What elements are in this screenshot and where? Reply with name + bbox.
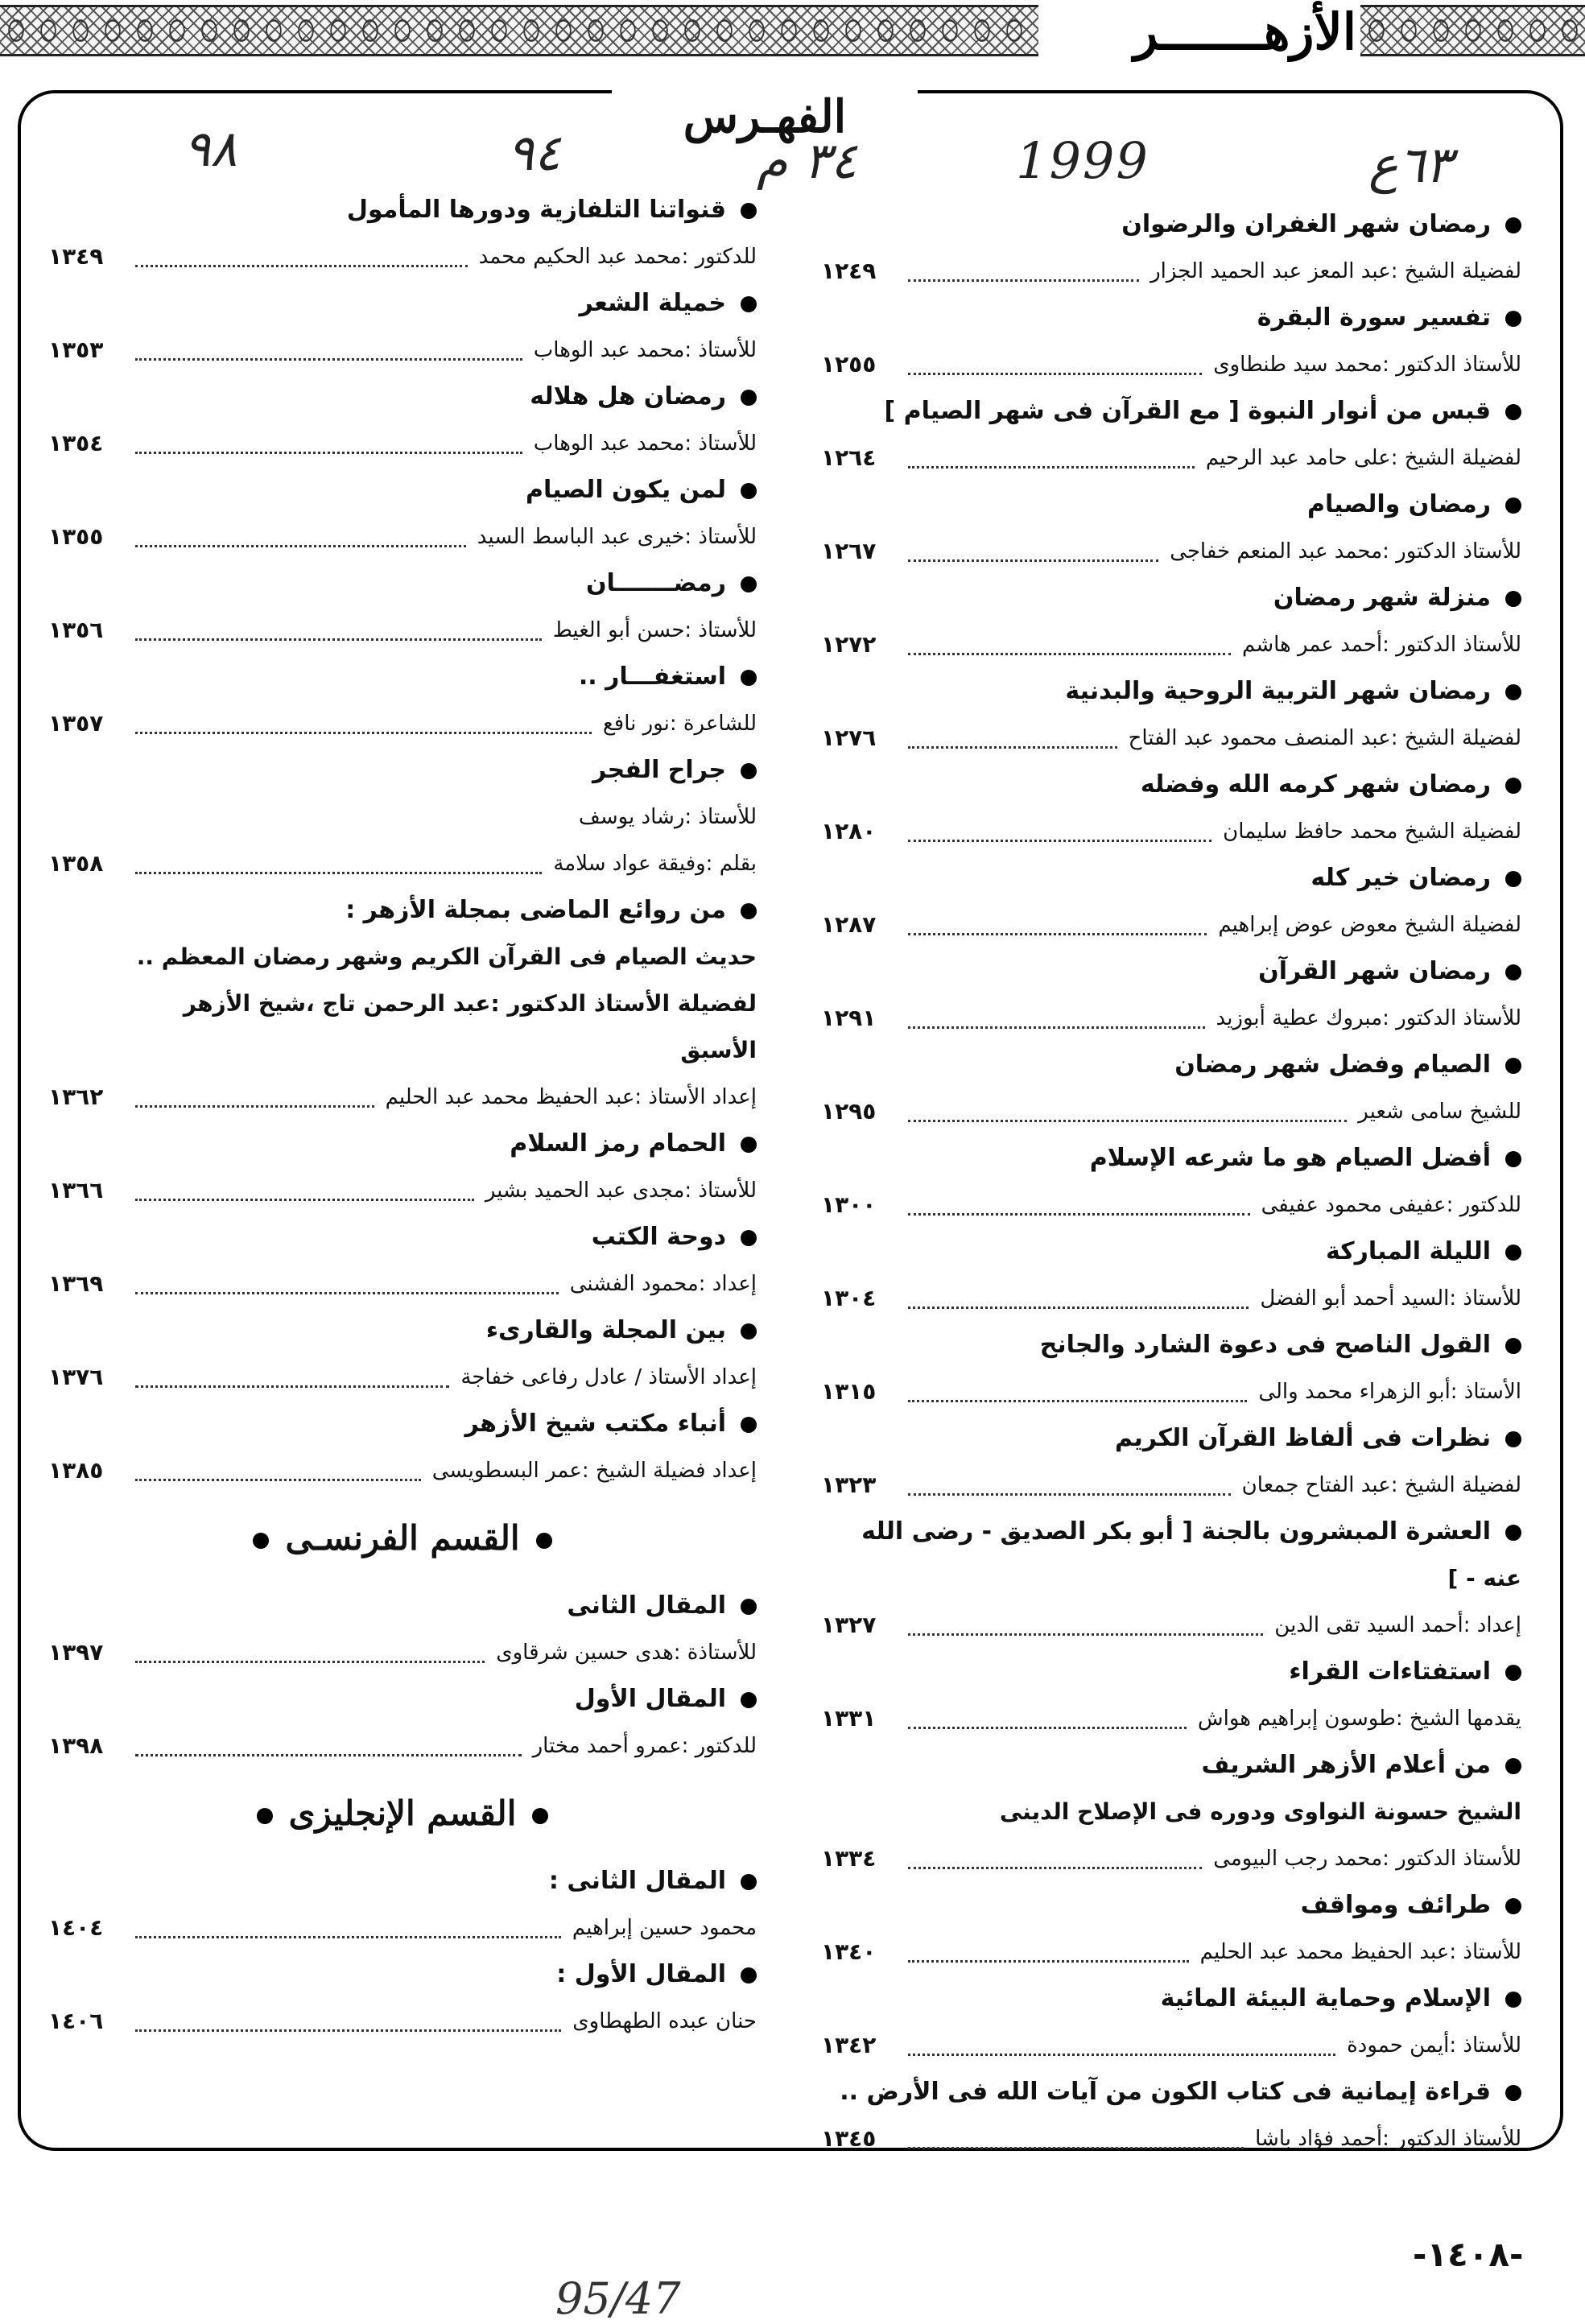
- toc-title: منزلة شهر رمضان: [1273, 575, 1521, 621]
- toc-author: للأستاذ :خيرى عبد الباسط السيد: [477, 525, 757, 549]
- dot-leader: [908, 715, 1117, 762]
- toc-title: الصيام وفضل شهر رمضان: [1174, 1042, 1521, 1088]
- dot-leader: [135, 1354, 449, 1401]
- dot-leader: [908, 1602, 1263, 1649]
- page-title: الفهـرس: [612, 89, 918, 145]
- toc-title: الحمام رمز السلام: [510, 1121, 757, 1167]
- toc-author: للأستاذ :السيد أحمد أبو الفضل: [1260, 1286, 1521, 1311]
- toc-title: العشرة المبشرون بالجنة [ أبو بكر الصديق - رضى الله: [861, 1509, 1521, 1555]
- dot-leader: [908, 1835, 1202, 1882]
- toc-page: ١٣٣٤: [821, 1845, 877, 1872]
- toc-page: ١٣٥٤: [48, 430, 104, 456]
- toc-page: ١٣٢٧: [821, 1612, 877, 1638]
- dot-leader: [135, 1261, 559, 1307]
- toc-author: إعداد الأستاذ :عبد الحفيظ محمد عبد الحليم: [385, 1085, 757, 1109]
- toc-author: إعداد :أحمد السيد تقى الدين: [1274, 1613, 1521, 1637]
- toc-page: ١٣٥٣: [48, 336, 104, 363]
- dot-leader: [135, 420, 522, 467]
- ornamental-border-right: [1360, 5, 1585, 56]
- toc-page: ١٣٧٦: [48, 1364, 104, 1390]
- toc-title: خميلة الشعر: [579, 280, 757, 327]
- toc-title-continued: حديث الصيام فى القرآن الكريم وشهر رمضان المعظم ..: [136, 943, 757, 970]
- toc-title: رمضان شهر الغفران والرضوان: [1121, 201, 1521, 248]
- dot-leader: [908, 1275, 1249, 1322]
- toc-page: ١٣٩٨: [48, 1732, 104, 1759]
- dot-leader: [135, 840, 542, 887]
- toc-author: محمود حسين إبراهيم: [572, 1916, 757, 1940]
- dot-leader: [908, 248, 1139, 295]
- dot-leader: [135, 1074, 374, 1121]
- toc-author: للأستاذ :أيمن حمودة: [1347, 2033, 1521, 2058]
- toc-author: للأستاذة :هدى حسين شرقاوى: [496, 1641, 757, 1665]
- section-heading-english: القسم الإنجليزى: [48, 1769, 757, 1858]
- toc-column-left: [48, 187, 757, 2045]
- dot-leader: [135, 1447, 421, 1494]
- toc-page: ١٣٢٣: [821, 1472, 877, 1498]
- toc-author: الأستاذ :أبو الزهراء محمد والى: [1258, 1380, 1521, 1404]
- toc-author: للأستاذ الدكتور :أحمد فؤاد باشا: [1255, 2127, 1521, 2151]
- toc-title: رمضان خير كله: [1311, 855, 1521, 902]
- toc-author: للأستاذ :رشاد يوسف: [578, 805, 757, 829]
- toc-author: للأستاذ الدكتور :محمد عبد المنعم خفاجى: [1170, 539, 1521, 563]
- toc-author: لفضيلة الشيخ :عبد المعز عبد الحميد الجزار: [1150, 259, 1521, 283]
- toc-title: قنواتنا التلفازية ودورها المأمول: [347, 187, 757, 233]
- toc-page: ١٣٣١: [821, 1705, 877, 1732]
- toc-author: للأستاذ :مجدى عبد الحميد بشير: [485, 1179, 757, 1203]
- toc-title: استفتاءات القراء: [1289, 1649, 1521, 1695]
- dot-leader: [135, 233, 468, 280]
- section-heading-french: القسم الفرنسـى: [48, 1494, 757, 1583]
- toc-title: الإسلام وحماية البيئة المائية: [1161, 1975, 1521, 2022]
- toc-page: ١٢٨٠: [821, 818, 877, 844]
- handwritten-note: ٩٤: [507, 123, 561, 182]
- dot-leader: [908, 808, 1211, 855]
- toc-page: ١٢٩٥: [821, 1098, 877, 1125]
- dot-leader: [908, 528, 1158, 575]
- dot-leader: [908, 2116, 1244, 2162]
- toc-column-right: [821, 201, 1521, 2162]
- toc-title: دوحة الكتب: [592, 1214, 757, 1261]
- toc-title-continued: الأسبق: [680, 1037, 757, 1063]
- toc-page: ١٣٦٩: [48, 1270, 104, 1297]
- dot-leader: [135, 607, 542, 654]
- toc-title: بين المجلة والقارىء: [486, 1307, 757, 1354]
- toc-author: إعداد فضيلة الشيخ :عمر البسطويسى: [431, 1459, 757, 1483]
- ornamental-border-left: [0, 5, 1038, 56]
- toc-page: ١٣٤٥: [821, 2125, 877, 2152]
- toc-title-continued: الشيخ حسونة النواوى ودوره فى الإصلاح الدينى: [999, 1798, 1521, 1825]
- handwritten-note: ٦٣ع: [1368, 135, 1452, 194]
- dot-leader: [135, 1167, 474, 1214]
- toc-author: للأستاذ الدكتور :محمد رجب البيومى: [1213, 1847, 1521, 1871]
- toc-title: المقال الأول :: [556, 1951, 757, 1998]
- toc-author: لفضيلة الشيخ :عبد المنصف محمود عبد الفتاح: [1128, 726, 1521, 750]
- dot-leader: [135, 327, 522, 374]
- toc-author: للأستاذ الدكتور :أحمد عمر هاشم: [1242, 633, 1521, 657]
- toc-page: ١٢٧٢: [821, 631, 877, 658]
- toc-author: للأستاذ :محمد عبد الوهاب: [533, 431, 757, 456]
- toc-page: ١٣٥٥: [48, 523, 104, 550]
- toc-title-continued: عنه - ]: [1447, 1565, 1521, 1591]
- toc-author: لفضيلة الشيخ معوض عوض إبراهيم: [1218, 913, 1521, 937]
- toc-title: أفضل الصيام هو ما شرعه الإسلام: [1090, 1135, 1521, 1182]
- toc-title: استغفـــار ..: [579, 654, 757, 700]
- dot-leader: [135, 700, 592, 747]
- toc-title: المقال الثانى: [567, 1583, 757, 1629]
- toc-title: رمضان شهر القرآن: [1258, 948, 1521, 995]
- toc-title: تفسير سورة البقرة: [1257, 295, 1521, 341]
- toc-author: لفضيلة الشيخ :عبد الفتاح جمعان: [1241, 1473, 1521, 1497]
- toc-author: حنان عبده الطهطاوى: [572, 2009, 757, 2033]
- dot-leader: [135, 514, 466, 560]
- toc-title: أنباء مكتب شيخ الأزهر: [465, 1401, 757, 1447]
- toc-title: الليلة المباركة: [1326, 1228, 1521, 1275]
- handwritten-note: 1999: [1016, 131, 1150, 190]
- dot-leader: [908, 1695, 1187, 1742]
- toc-title: رمضان والصيام: [1307, 481, 1521, 528]
- handwritten-note-bottom: 95/47: [555, 2273, 681, 2324]
- toc-page: ١٣٦٦: [48, 1177, 104, 1203]
- toc-author: إعداد الأستاذ / عادل رفاعى خفاجة: [460, 1365, 757, 1389]
- toc-page: ١٢٩١: [821, 1005, 877, 1031]
- toc-title: طرائف ومواقف: [1301, 1882, 1521, 1929]
- toc-author: للدكتور :محمد عبد الحكيم محمد: [478, 245, 757, 269]
- toc-page: ١٣٨٥: [48, 1457, 104, 1484]
- dot-leader: [908, 1929, 1189, 1975]
- toc-page: ١٣١٥: [821, 1378, 877, 1405]
- page-number: -١٤٠٨-: [1413, 2235, 1524, 2274]
- toc-page: ١٢٤٩: [821, 258, 877, 284]
- handwritten-note: ٩٨: [184, 119, 237, 178]
- toc-page: ١٣٠٠: [821, 1191, 877, 1218]
- toc-author: يقدمها الشيخ :طوسون إبراهيم هواش: [1197, 1707, 1521, 1731]
- toc-title: المقال الأول: [575, 1676, 757, 1723]
- toc-page: ١٤٠٦: [48, 2008, 104, 2034]
- dot-leader: [908, 1462, 1231, 1509]
- toc-author: للأستاذ الدكتور :محمد سيد طنطاوى: [1213, 353, 1521, 377]
- toc-title: رمضان شهر التربية الروحية والبدنية: [1065, 668, 1521, 715]
- dot-leader: [908, 1088, 1347, 1135]
- dot-leader: [908, 995, 1205, 1042]
- toc-author: للدكتور :عفيفى محمود عفيفى: [1261, 1193, 1521, 1217]
- toc-author: لفضيلة الشيخ :على حامد عبد الرحيم: [1205, 446, 1521, 470]
- toc-author: للأستاذ :عبد الحفيظ محمد عبد الحليم: [1199, 1940, 1521, 1964]
- dot-leader: [908, 435, 1195, 481]
- toc-page: ١٣٦٢: [48, 1084, 104, 1110]
- toc-page: ١٢٧٦: [821, 724, 877, 751]
- toc-title: جراح الفجر: [592, 747, 757, 794]
- dot-leader: [908, 341, 1202, 388]
- toc-author: للأستاذ :حسن أبو الغيط: [552, 618, 757, 642]
- toc-title: من روائع الماضى بمجلة الأزهر :: [345, 887, 757, 934]
- toc-title: رمضان شهر كرمه الله وفضله: [1141, 762, 1521, 808]
- toc-title: رمضان هل هلاله: [530, 374, 757, 420]
- toc-author: للأستاذ :محمد عبد الوهاب: [533, 338, 757, 362]
- toc-page: ١٣٤٩: [48, 243, 104, 270]
- dot-leader: [908, 1182, 1250, 1228]
- dot-leader: [135, 1905, 561, 1951]
- toc-title: المقال الثانى :: [549, 1858, 757, 1905]
- toc-author: إعداد :محمود الفشنى: [569, 1272, 757, 1296]
- toc-title: رمضـــــــان: [586, 560, 757, 607]
- toc-page: ١٢٥٥: [821, 351, 877, 378]
- toc-page: ١٣٥٧: [48, 710, 104, 737]
- toc-title: لمن يكون الصيام: [526, 467, 757, 514]
- toc-page: ١٤٠٤: [48, 1914, 104, 1941]
- toc-author: للأستاذ الدكتور :مبروك عطية أبوزيد: [1216, 1006, 1521, 1030]
- dot-leader: [908, 2022, 1335, 2069]
- toc-page: ١٣٠٤: [821, 1285, 877, 1311]
- toc-author: للشيخ سامى شعير: [1358, 1100, 1521, 1124]
- toc-title-continued: لفضيلة الأستاذ الدكتور :عبد الرحمن تاج ،شيخ الأزهر: [183, 990, 757, 1017]
- toc-title: نظرات فى ألفاظ القرآن الكريم: [1115, 1415, 1521, 1462]
- toc-author: للدكتور :عمرو أحمد مختار: [532, 1734, 757, 1758]
- toc-author: لفضيلة الشيخ محمد حافظ سليمان: [1223, 819, 1521, 844]
- toc-page: ١٣٤٠: [821, 1938, 877, 1965]
- toc-page: ١٢٨٧: [821, 911, 877, 938]
- masthead: [0, 0, 1585, 63]
- toc-page: ١٣٥٦: [48, 617, 104, 643]
- toc-page: ١٣٩٧: [48, 1639, 104, 1666]
- toc-page: ١٢٦٤: [821, 444, 877, 471]
- dot-leader: [908, 902, 1207, 948]
- handwritten-note: ٣٤ م: [757, 131, 857, 190]
- toc-author: للشاعرة :نور نافع: [602, 712, 757, 736]
- masthead-title: الأزهـــــــر: [1133, 2, 1356, 61]
- dot-leader: [908, 1368, 1247, 1415]
- dot-leader: [135, 1998, 561, 2045]
- toc-title: من أعلام الأزهر الشريف: [1201, 1742, 1521, 1789]
- toc-title: قراءة إيمانية فى كتاب الكون من آيات الله فى الأرض ..: [840, 2069, 1521, 2116]
- toc-author: بقلم :وفيقة عواد سلامة: [553, 852, 757, 876]
- toc-page: ١٣٤٢: [821, 2032, 877, 2058]
- dot-leader: [135, 1723, 522, 1769]
- toc-title: قبس من أنوار النبوة [ مع القرآن فى شهر الصيام ]: [884, 388, 1521, 435]
- dot-leader: [908, 621, 1231, 668]
- dot-leader: [135, 1629, 485, 1676]
- toc-page: ١٣٥٨: [48, 850, 104, 877]
- toc-title: القول الناصح فى دعوة الشارد والجانح: [1040, 1322, 1521, 1368]
- toc-page: ١٢٦٧: [821, 538, 877, 564]
